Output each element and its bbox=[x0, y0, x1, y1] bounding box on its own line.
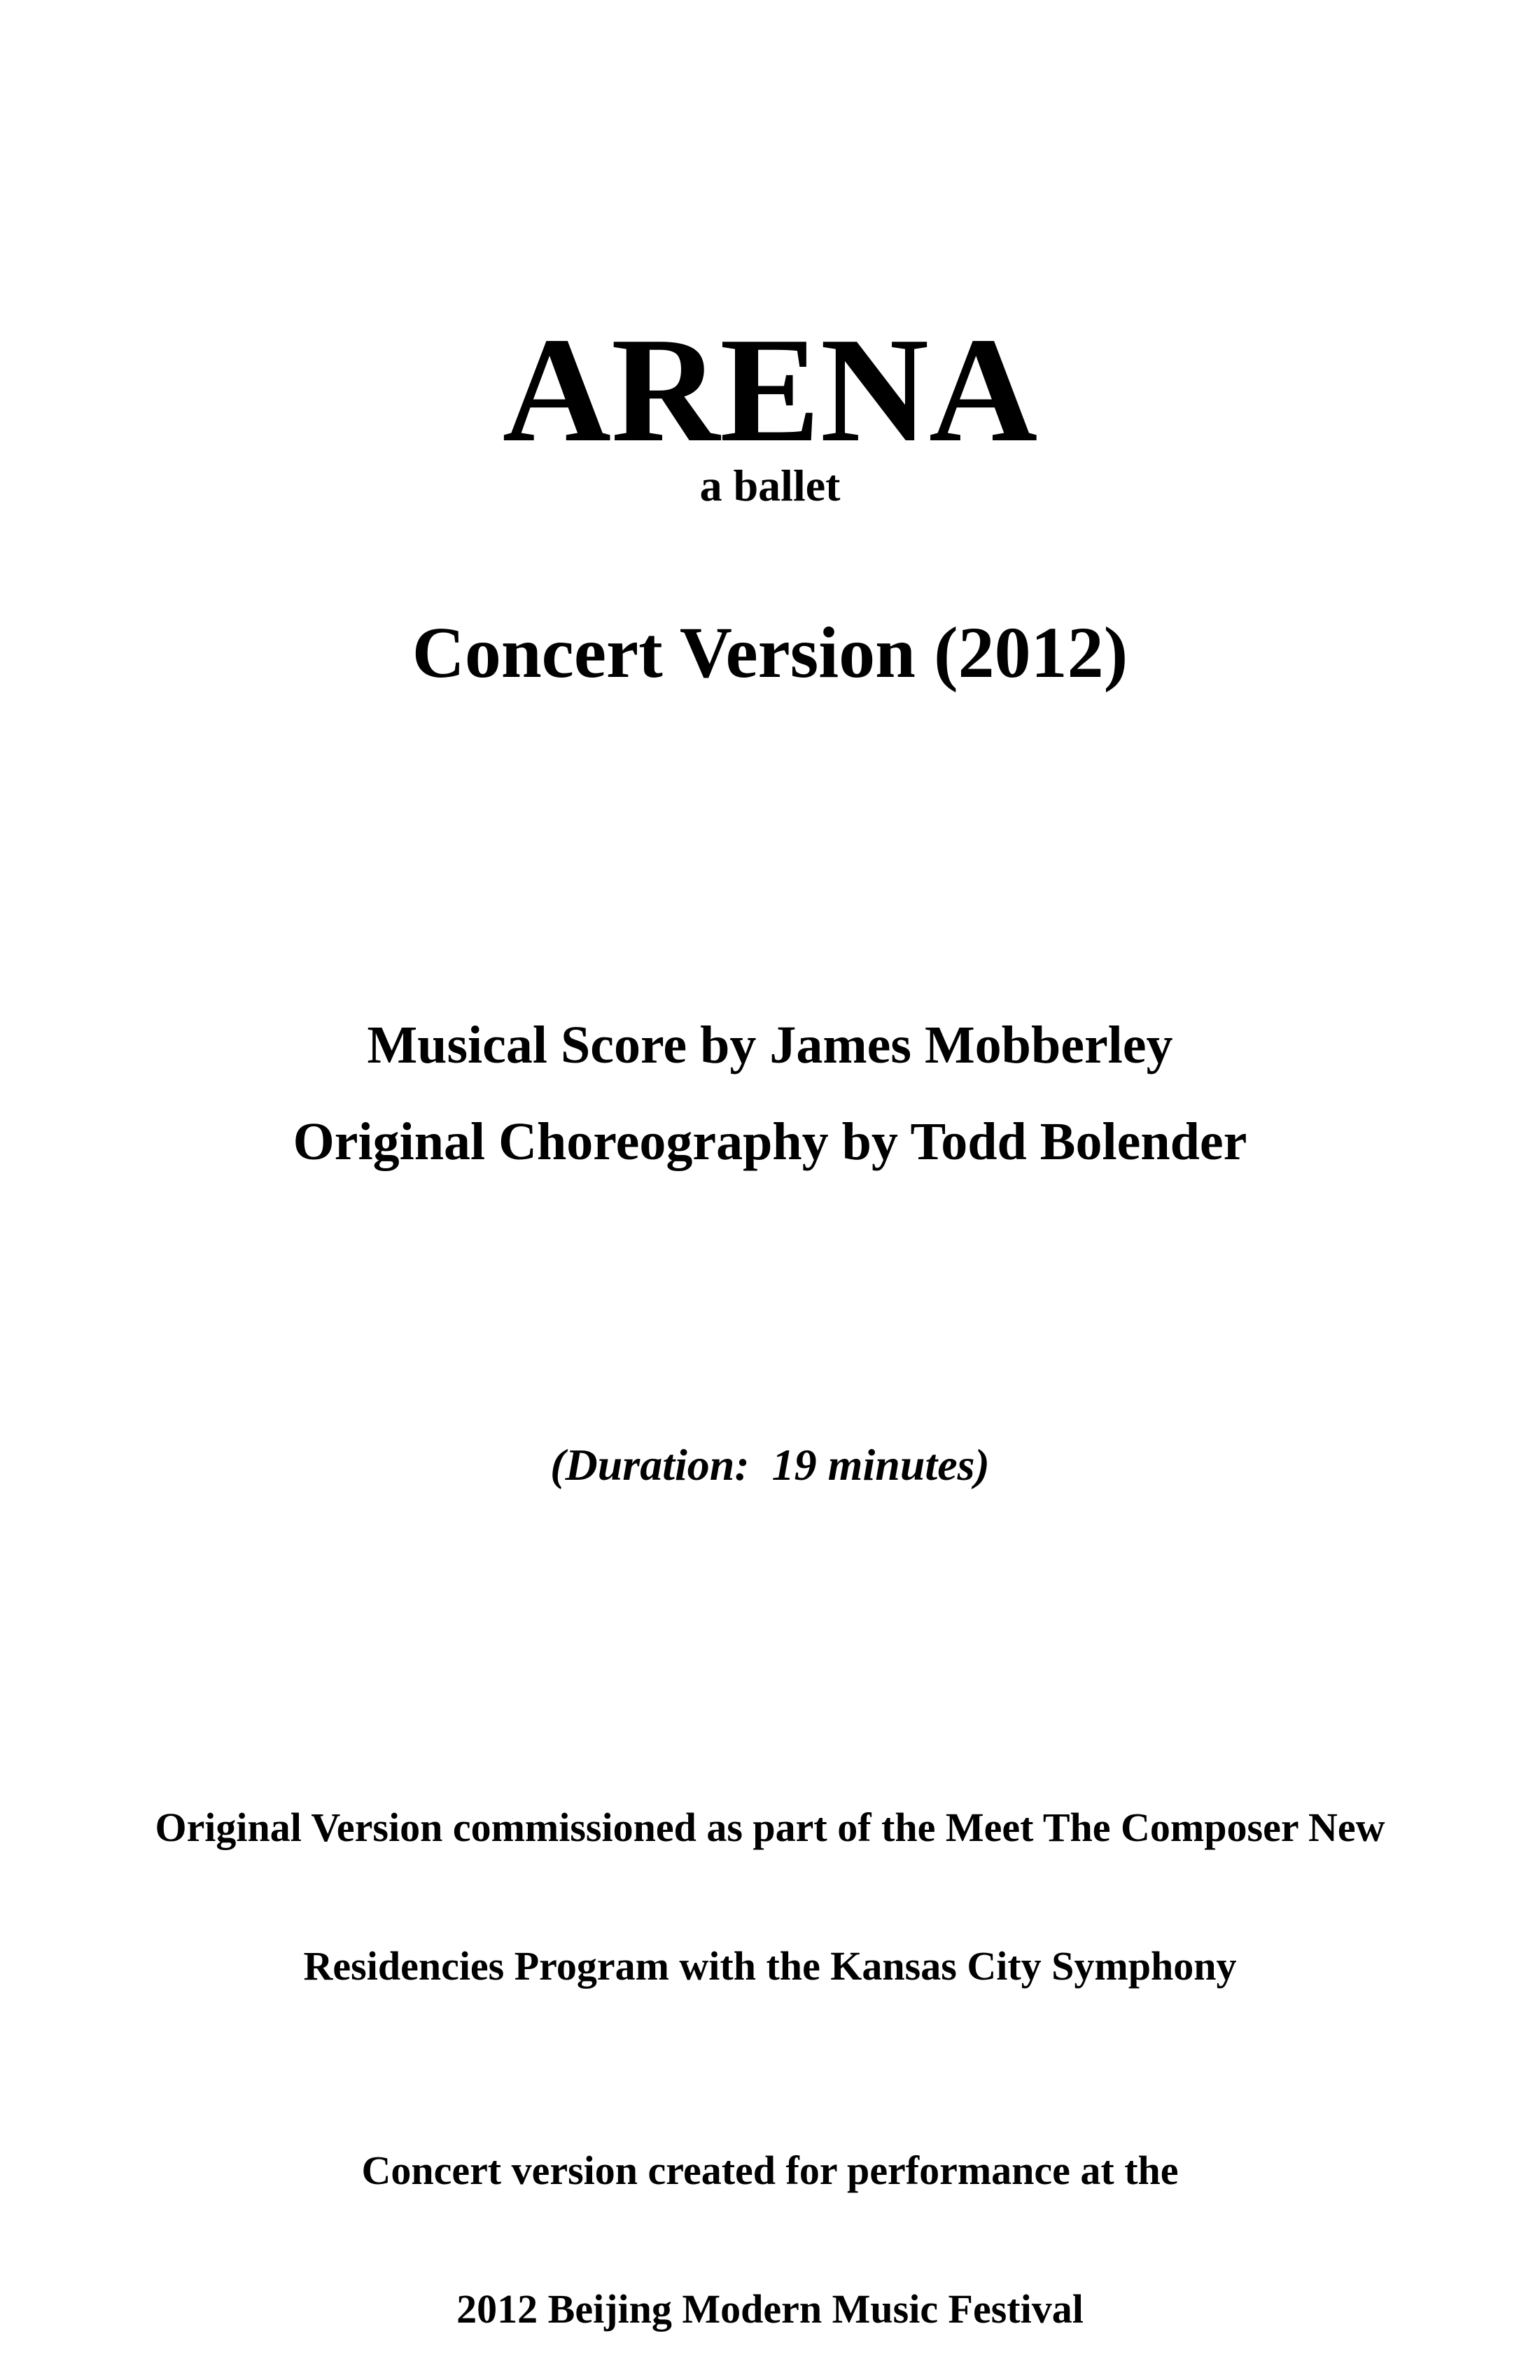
duration-note: (Duration: 19 minutes) bbox=[550, 1440, 990, 1490]
commission-note-line-2: Residencies Program with the Kansas City Symphony bbox=[303, 1943, 1237, 1989]
performance-note-line-2: 2012 Beijing Modern Music Festival bbox=[456, 2286, 1084, 2332]
page-subtitle: a ballet bbox=[699, 461, 841, 510]
performance-note-line-1: Concert version created for performance at the bbox=[361, 2148, 1179, 2193]
version-title: Concert Version (2012) bbox=[412, 612, 1128, 693]
commission-note bbox=[0, 1712, 1540, 2082]
commission-note-line-1: Original Version commissioned as part of the Meet The Composer New bbox=[155, 1805, 1385, 1850]
page-title: ARENA bbox=[502, 306, 1038, 473]
credit-musical-score: Musical Score by James Mobberley bbox=[367, 1016, 1173, 1074]
performance-note bbox=[0, 2055, 1540, 2380]
credit-choreography: Original Choreography by Todd Bolender bbox=[293, 1112, 1247, 1171]
